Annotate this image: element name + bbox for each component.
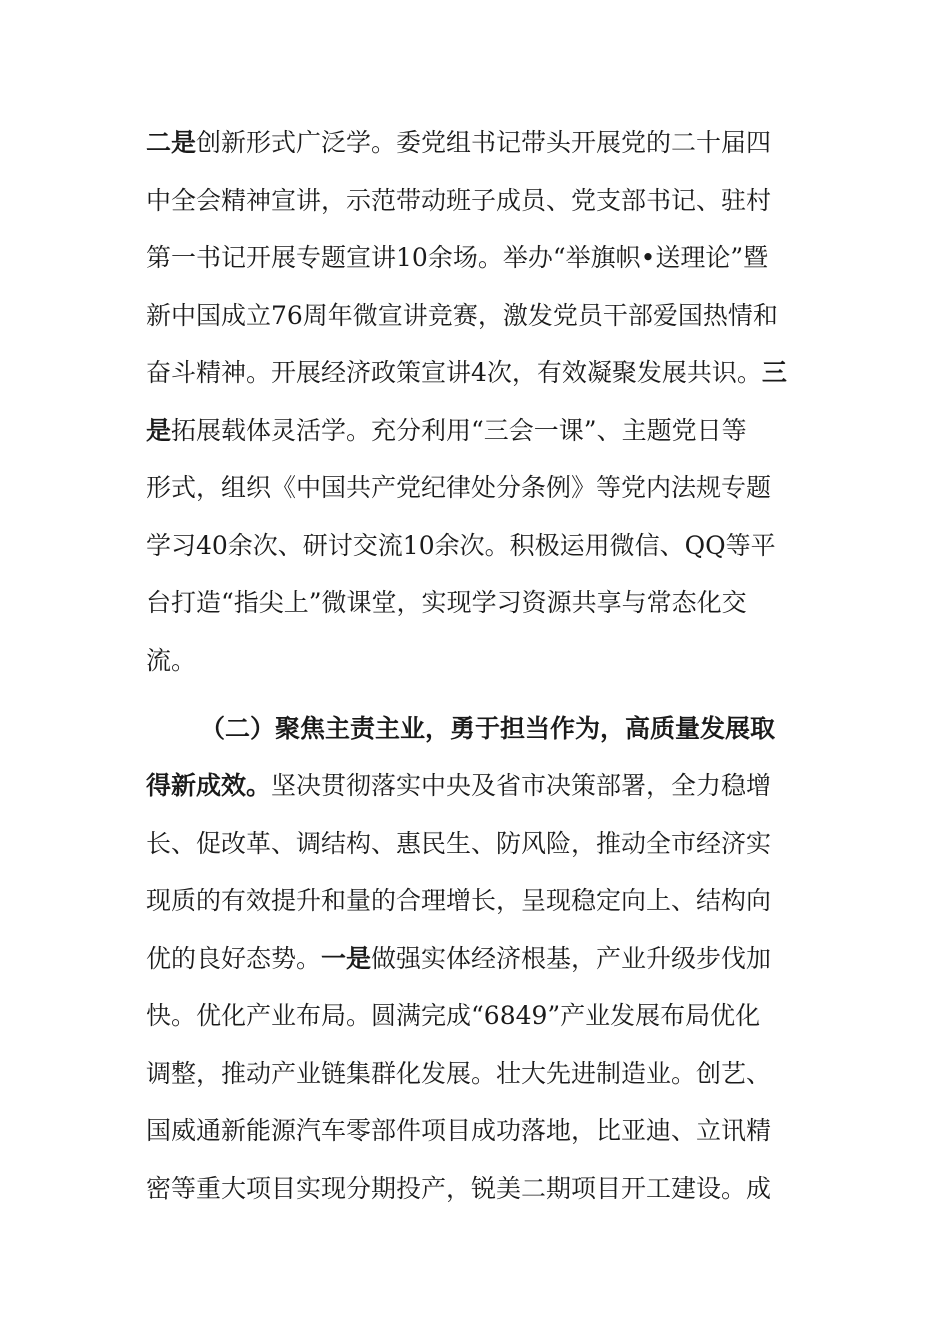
text-line: [146, 468, 771, 508]
line-text: 快。优化产业布局。圆满完成“6849”产业发展布局优化: [146, 1001, 761, 1030]
text-line: [146, 238, 768, 278]
line-text: 做强实体经济根基，产业升级步伐加: [371, 944, 772, 973]
text-line: [146, 296, 778, 336]
text-line: [146, 123, 771, 163]
text-line: [146, 881, 771, 921]
text-line: [146, 1169, 771, 1209]
line-text: 流。: [146, 646, 197, 675]
bold-lead: 三: [761, 358, 787, 387]
line-text: 拓展载体灵活学。充分利用“三会一课”、主题党日等: [171, 416, 747, 445]
text-line: [146, 181, 771, 221]
line-text: 密等重大项目实现分期投产，锐美二期项目开工建设。成: [146, 1174, 772, 1203]
bold-lead: 二是: [146, 128, 197, 157]
line-text: 中全会精神宣讲，示范带动班子成员、党支部书记、驻村: [146, 186, 772, 215]
line-text: 台打造“指尖上”微课堂，实现学习资源共享与常态化交: [146, 588, 747, 617]
text-line: [146, 939, 771, 979]
line-text: 奋斗精神。开展经济政策宣讲4次，有效凝聚发展共识。: [146, 358, 762, 387]
text-line: [146, 583, 747, 623]
line-text: 长、促改革、调结构、惠民生、防风险，推动全市经济实: [146, 829, 772, 858]
line-text: 调整，推动产业链集群化发展。壮大先进制造业。创艺、: [146, 1059, 772, 1088]
text-line: [146, 526, 776, 566]
bold-lead: 是: [146, 416, 172, 445]
line-text: 第一书记开展专题宣讲10余场。举办“举旗帜•送理论”暨: [146, 243, 769, 272]
text-line: [146, 641, 196, 681]
line-text: 学习40余次、研讨交流10余次。积极运用微信、QQ等平: [146, 531, 776, 560]
line-text: 国威通新能源汽车零部件项目成功落地，比亚迪、立讯精: [146, 1116, 772, 1145]
text-line: [146, 411, 747, 451]
text-line: [146, 824, 771, 864]
text-line: [146, 766, 771, 806]
text-line: [146, 1054, 771, 1094]
text-line: [146, 996, 760, 1036]
line-text: 坚决贯彻落实中央及省市决策部署，全力稳增: [271, 771, 772, 800]
text-line: [146, 353, 787, 393]
line-text: 优的良好态势。: [146, 944, 322, 973]
section-heading: （二）聚焦主责主业，勇于担当作为，高质量发展取: [200, 714, 776, 743]
text-line: [146, 1111, 771, 1151]
bold-lead: 一是: [321, 944, 372, 973]
section-heading: 得新成效。: [146, 771, 272, 800]
line-text: 新中国成立76周年微宣讲竞赛，激发党员干部爱国热情和: [146, 301, 778, 330]
line-text: 现质的有效提升和量的合理增长，呈现稳定向上、结构向: [146, 886, 772, 915]
line-text: 创新形式广泛学。委党组书记带头开展党的二十届四: [196, 128, 772, 157]
line-text: 形式，组织《中国共产党纪律处分条例》等党内法规专题: [146, 473, 772, 502]
section-heading-line: [200, 709, 775, 749]
